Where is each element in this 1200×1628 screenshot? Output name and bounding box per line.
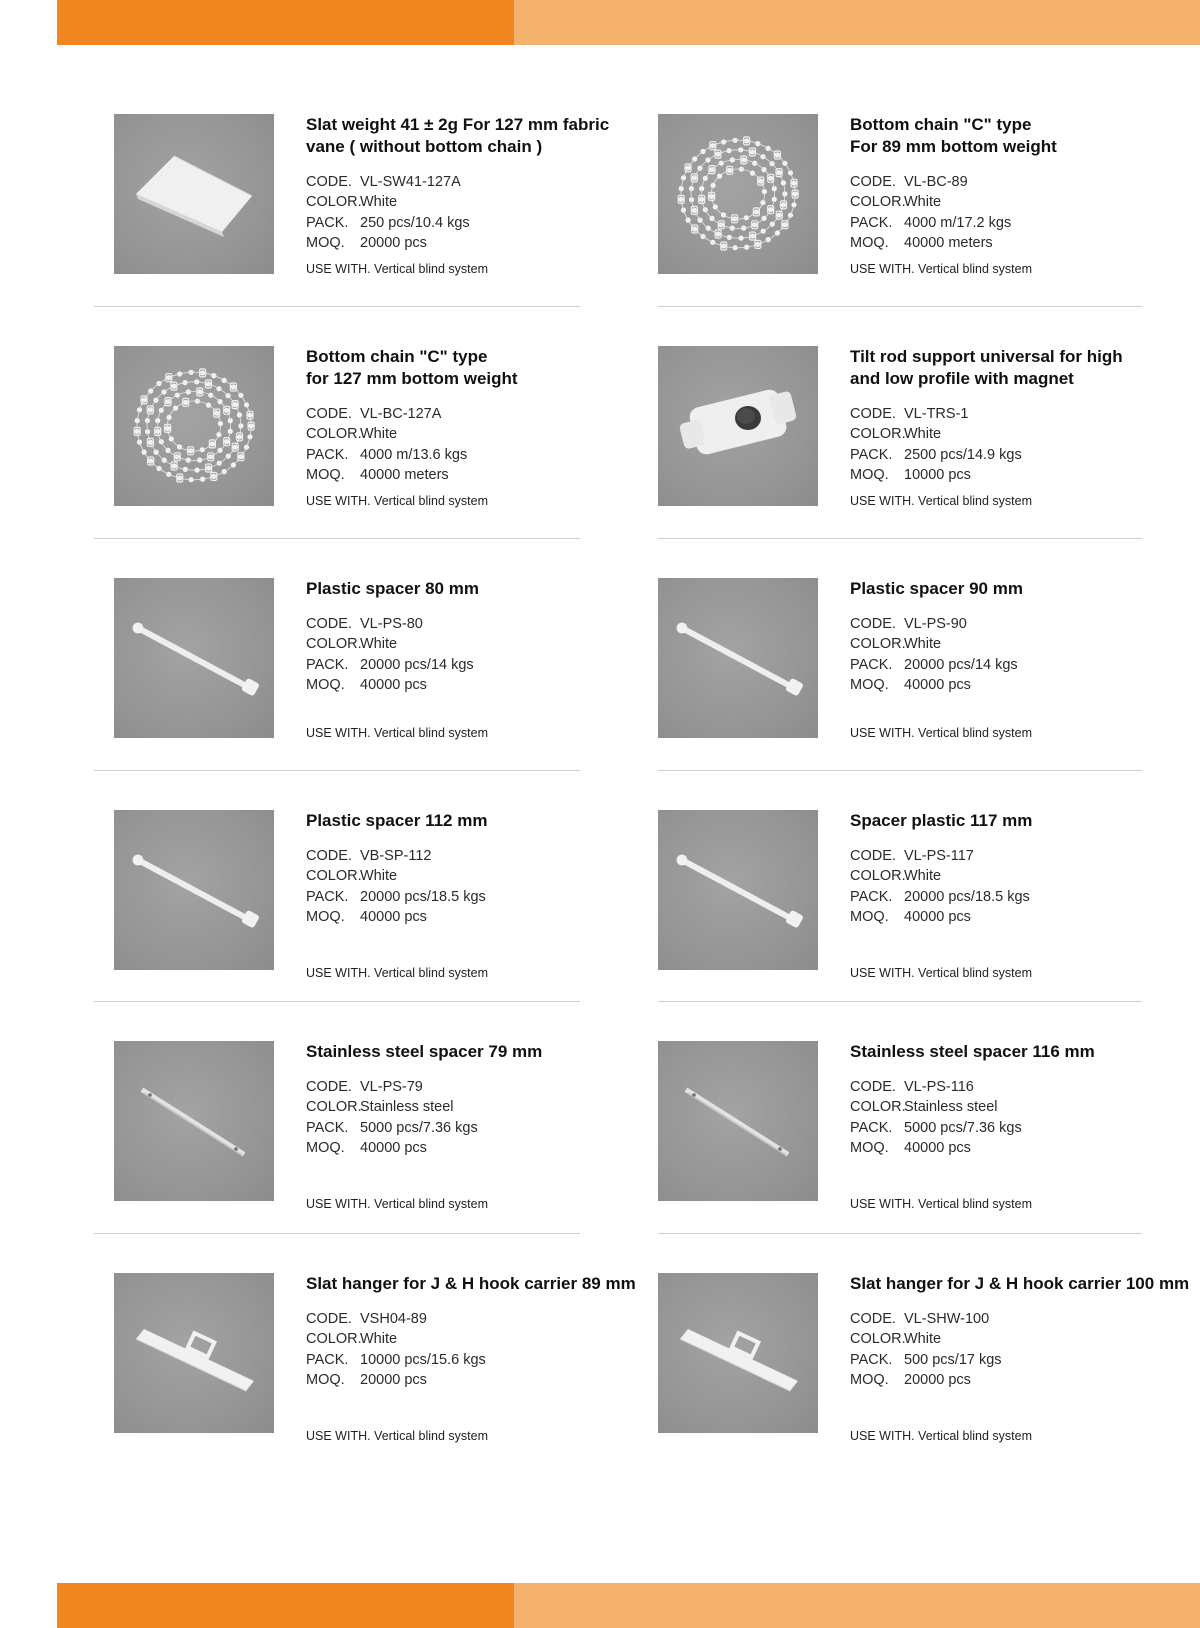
spec-row-moq [306,1370,646,1390]
spec-label: CODE. [850,406,896,422]
spec-label: MOQ. [306,1371,345,1388]
spec-label: COLOR. [850,636,906,653]
spec-value: White [904,426,942,443]
spec-label: PACK. [850,1351,893,1368]
spec-row-color [306,1329,646,1349]
spec-label: MOQ. [850,1139,889,1156]
product-title [850,1273,1190,1295]
product-title [850,578,1190,600]
use-with-note: USE WITH. Vertical blind system [850,494,1032,508]
spec-label: MOQ. [306,908,345,925]
spec-label: CODE. [306,174,352,190]
product-specs [306,1309,646,1390]
spec-label: MOQ. [850,234,889,251]
product-info [850,810,1190,927]
spec-value: 20000 pcs [360,234,427,251]
bottom-chain-icon [114,346,274,506]
product-info [306,578,646,695]
steel-spacer-icon [114,1041,274,1201]
product-info [850,1041,1190,1158]
spec-value: 20000 pcs [360,1371,427,1388]
product-image [114,114,274,274]
product-title-line: Bottom chain "C" type [306,347,488,366]
spec-row-moq [306,907,646,927]
spec-value: 20000 pcs/18.5 kgs [360,888,486,905]
product-info [850,114,1190,253]
product-card [114,810,634,1010]
spec-value: 20000 pcs/14 kgs [360,656,474,673]
spec-label: MOQ. [306,676,345,693]
product-title-line: For 89 mm bottom weight [850,137,1057,156]
product-image [658,578,818,738]
product-specs [306,846,646,927]
spec-value: VL-PS-79 [360,1079,423,1095]
use-with-note: USE WITH. Vertical blind system [306,1429,488,1443]
spec-label: CODE. [306,1079,352,1095]
use-with-note: USE WITH. Vertical blind system [306,494,488,508]
product-image [114,578,274,738]
spec-label: COLOR. [306,194,362,211]
spec-row-pack [850,887,1190,907]
spec-label: COLOR. [306,636,362,653]
spec-value: VSH04-89 [360,1311,427,1327]
spec-row-color [306,866,646,886]
row-divider [658,770,1142,771]
spec-value: 40000 pcs [904,1139,971,1156]
product-title-line: Bottom chain "C" type [850,115,1032,134]
spec-label: COLOR. [306,1331,362,1348]
product-card [114,1041,634,1241]
row-divider [658,538,1142,539]
product-image [658,114,818,274]
spec-value: White [360,426,398,443]
spec-row-pack [306,213,646,233]
spec-label: COLOR. [850,1099,906,1116]
product-specs [850,614,1190,695]
spec-row-code [850,172,1190,192]
product-title [850,114,1190,158]
spec-label: CODE. [850,1311,896,1327]
product-image [658,1273,818,1433]
plastic-spacer-icon [114,810,274,970]
slat-hanger-icon [658,1273,818,1433]
spec-value: VL-PS-80 [360,616,423,632]
spec-label: PACK. [850,1119,893,1136]
spec-label: COLOR. [306,426,362,443]
spec-row-pack [306,1118,646,1138]
spec-row-code [306,614,646,634]
spec-value: White [904,194,942,211]
spec-row-moq [306,465,646,485]
spec-value: 40000 pcs [904,676,971,693]
spec-value: White [904,1331,942,1348]
spec-value: 40000 meters [904,234,993,251]
use-with-note: USE WITH. Vertical blind system [850,966,1032,980]
spec-row-pack [850,445,1190,465]
spec-row-moq [850,465,1190,485]
product-title-line: Tilt rod support universal for high [850,347,1123,366]
product-specs [306,614,646,695]
spec-value: Stainless steel [904,1099,998,1116]
spec-row-moq [850,675,1190,695]
product-specs [306,1077,646,1158]
product-image [114,1273,274,1433]
spec-row-pack [850,213,1190,233]
product-image [114,810,274,970]
product-card [658,1273,1190,1473]
product-image [114,346,274,506]
product-info [850,1273,1190,1390]
product-title-line: Plastic spacer 112 mm [306,811,488,830]
spec-label: CODE. [306,1311,352,1327]
spec-value: 20000 pcs/18.5 kgs [904,888,1030,905]
spec-row-moq [850,1138,1190,1158]
product-title [306,810,646,832]
product-specs [850,846,1190,927]
product-info [306,810,646,927]
spec-row-pack [850,655,1190,675]
product-title [850,810,1190,832]
spec-row-color [306,1097,646,1117]
spec-label: PACK. [306,1351,349,1368]
spec-value: 500 pcs/17 kgs [904,1351,1002,1368]
product-title [850,346,1190,390]
product-info [850,346,1190,485]
use-with-note: USE WITH. Vertical blind system [306,1197,488,1211]
plastic-spacer-icon [658,810,818,970]
tilt-rod-support-icon [658,346,818,506]
product-card [658,114,1178,314]
spec-label: CODE. [306,616,352,632]
spec-row-color [850,192,1190,212]
use-with-note: USE WITH. Vertical blind system [306,966,488,980]
footer-band-light [514,1583,1200,1628]
spec-label: COLOR. [306,1099,362,1116]
product-title-line: Plastic spacer 90 mm [850,579,1023,598]
product-title-line: Stainless steel spacer 116 mm [850,1042,1095,1061]
plastic-spacer-icon [114,578,274,738]
spec-row-code [850,1077,1190,1097]
product-info [306,346,646,485]
use-with-note: USE WITH. Vertical blind system [306,262,488,276]
bottom-chain-icon [658,114,818,274]
spec-label: MOQ. [850,908,889,925]
spec-value: VL-TRS-1 [904,406,969,422]
product-specs [306,172,646,253]
spec-value: Stainless steel [360,1099,454,1116]
product-card [658,810,1178,1010]
spec-value: 40000 pcs [360,676,427,693]
spec-row-code [306,846,646,866]
spec-row-code [306,172,646,192]
spec-row-pack [306,1350,646,1370]
product-card [658,346,1178,546]
spec-label: MOQ. [306,466,345,483]
spec-label: COLOR. [306,868,362,885]
row-divider [94,1001,580,1002]
product-card [114,346,634,546]
spec-value: White [904,868,942,885]
spec-label: PACK. [850,888,893,905]
product-title [306,1041,646,1063]
spec-row-moq [850,907,1190,927]
product-title [306,346,646,390]
product-specs [850,404,1190,485]
use-with-note: USE WITH. Vertical blind system [306,726,488,740]
product-title-line: Spacer plastic 117 mm [850,811,1033,830]
spec-value: VL-SW41-127A [360,174,461,190]
spec-value: 2500 pcs/14.9 kgs [904,446,1022,463]
spec-value: 40000 pcs [360,908,427,925]
spec-row-color [850,634,1190,654]
product-card [658,578,1178,778]
product-info [850,578,1190,695]
product-title-line: for 127 mm bottom weight [306,369,518,388]
plastic-spacer-icon [658,578,818,738]
spec-value: 4000 m/13.6 kgs [360,446,468,463]
spec-value: VL-BC-89 [904,174,968,190]
product-specs [850,172,1190,253]
product-card [658,1041,1178,1241]
spec-label: PACK. [306,888,349,905]
use-with-note: USE WITH. Vertical blind system [850,726,1032,740]
spec-value: VL-PS-117 [904,848,974,864]
product-title-line: Slat hanger for J & H hook carrier 89 mm [306,1274,636,1293]
row-divider [94,1233,580,1234]
spec-label: PACK. [306,656,349,673]
product-info [306,1273,646,1390]
row-divider [94,538,580,539]
spec-row-code [850,614,1190,634]
spec-value: 40000 pcs [904,908,971,925]
product-title [850,1041,1190,1063]
product-title [306,1273,646,1295]
spec-label: COLOR. [850,426,906,443]
spec-label: CODE. [850,616,896,632]
spec-label: COLOR. [850,194,906,211]
spec-row-moq [306,1138,646,1158]
spec-row-color [850,424,1190,444]
spec-value: White [904,636,942,653]
product-card [114,1273,634,1473]
spec-row-color [306,424,646,444]
spec-value: White [360,194,398,211]
spec-value: 5000 pcs/7.36 kgs [904,1119,1022,1136]
spec-label: PACK. [850,656,893,673]
spec-label: MOQ. [850,676,889,693]
product-specs [306,404,646,485]
row-divider [658,306,1142,307]
spec-label: PACK. [306,446,349,463]
spec-label: COLOR. [850,868,906,885]
spec-row-code [850,846,1190,866]
spec-row-moq [850,233,1190,253]
spec-label: PACK. [306,1119,349,1136]
spec-row-code [850,404,1190,424]
spec-value: 4000 m/17.2 kgs [904,214,1012,231]
spec-value: White [360,868,398,885]
spec-value: 10000 pcs [904,466,971,483]
spec-value: 10000 pcs/15.6 kgs [360,1351,486,1368]
product-title-line: vane ( without bottom chain ) [306,137,543,156]
spec-value: VB-SP-112 [360,848,432,864]
spec-row-moq [850,1370,1190,1390]
spec-value: VL-PS-116 [904,1079,974,1095]
spec-value: 20000 pcs [904,1371,971,1388]
spec-label: MOQ. [850,466,889,483]
spec-value: 5000 pcs/7.36 kgs [360,1119,478,1136]
spec-value: 40000 meters [360,466,449,483]
spec-row-pack [850,1350,1190,1370]
spec-row-pack [306,887,646,907]
use-with-note: USE WITH. Vertical blind system [850,1197,1032,1211]
product-card [114,578,634,778]
spec-value: 40000 pcs [360,1139,427,1156]
spec-row-moq [306,233,646,253]
spec-row-color [306,192,646,212]
spec-label: MOQ. [850,1371,889,1388]
product-image [658,1041,818,1201]
spec-label: CODE. [850,848,896,864]
spec-value: 250 pcs/10.4 kgs [360,214,470,231]
spec-label: PACK. [850,214,893,231]
spec-row-pack [306,655,646,675]
product-image [658,810,818,970]
use-with-note: USE WITH. Vertical blind system [850,1429,1032,1443]
spec-label: CODE. [306,848,352,864]
spec-label: COLOR. [850,1331,906,1348]
row-divider [94,306,580,307]
spec-row-color [850,1097,1190,1117]
spec-label: PACK. [306,214,349,231]
product-title-line: Stainless steel spacer 79 mm [306,1042,543,1061]
product-title-line: Slat hanger for J & H hook carrier 100 mm [850,1274,1190,1293]
spec-row-color [306,634,646,654]
footer-band-dark [57,1583,514,1628]
use-with-note: USE WITH. Vertical blind system [850,262,1032,276]
product-specs [850,1077,1190,1158]
product-info [306,114,646,253]
product-image [658,346,818,506]
product-title-line: and low profile with magnet [850,369,1074,388]
spec-row-code [306,1309,646,1329]
footer-band [57,1583,1200,1628]
spec-row-moq [306,675,646,695]
product-title [306,114,646,158]
spec-label: PACK. [850,446,893,463]
row-divider [94,770,580,771]
steel-spacer-icon [658,1041,818,1201]
spec-label: CODE. [850,1079,896,1095]
product-title-line: Slat weight 41 ± 2g For 127 mm fabric [306,115,610,134]
spec-row-code [306,404,646,424]
spec-value: VL-SHW-100 [904,1311,990,1327]
slat-weight-icon [114,114,274,274]
spec-value: VL-BC-127A [360,406,442,422]
spec-row-color [850,866,1190,886]
spec-value: White [360,636,398,653]
product-image [114,1041,274,1201]
spec-row-code [306,1077,646,1097]
product-title [306,578,646,600]
product-info [306,1041,646,1158]
product-specs [850,1309,1190,1390]
product-card [114,114,634,314]
spec-row-code [850,1309,1190,1329]
spec-label: MOQ. [306,234,345,251]
spec-value: 20000 pcs/14 kgs [904,656,1018,673]
spec-value: White [360,1331,398,1348]
spec-label: CODE. [306,406,352,422]
spec-row-pack [850,1118,1190,1138]
row-divider [658,1001,1142,1002]
spec-label: CODE. [850,174,896,190]
slat-hanger-icon [114,1273,274,1433]
product-title-line: Plastic spacer 80 mm [306,579,479,598]
spec-row-color [850,1329,1190,1349]
spec-value: VL-PS-90 [904,616,967,632]
spec-row-pack [306,445,646,465]
spec-label: MOQ. [306,1139,345,1156]
row-divider [658,1233,1142,1234]
